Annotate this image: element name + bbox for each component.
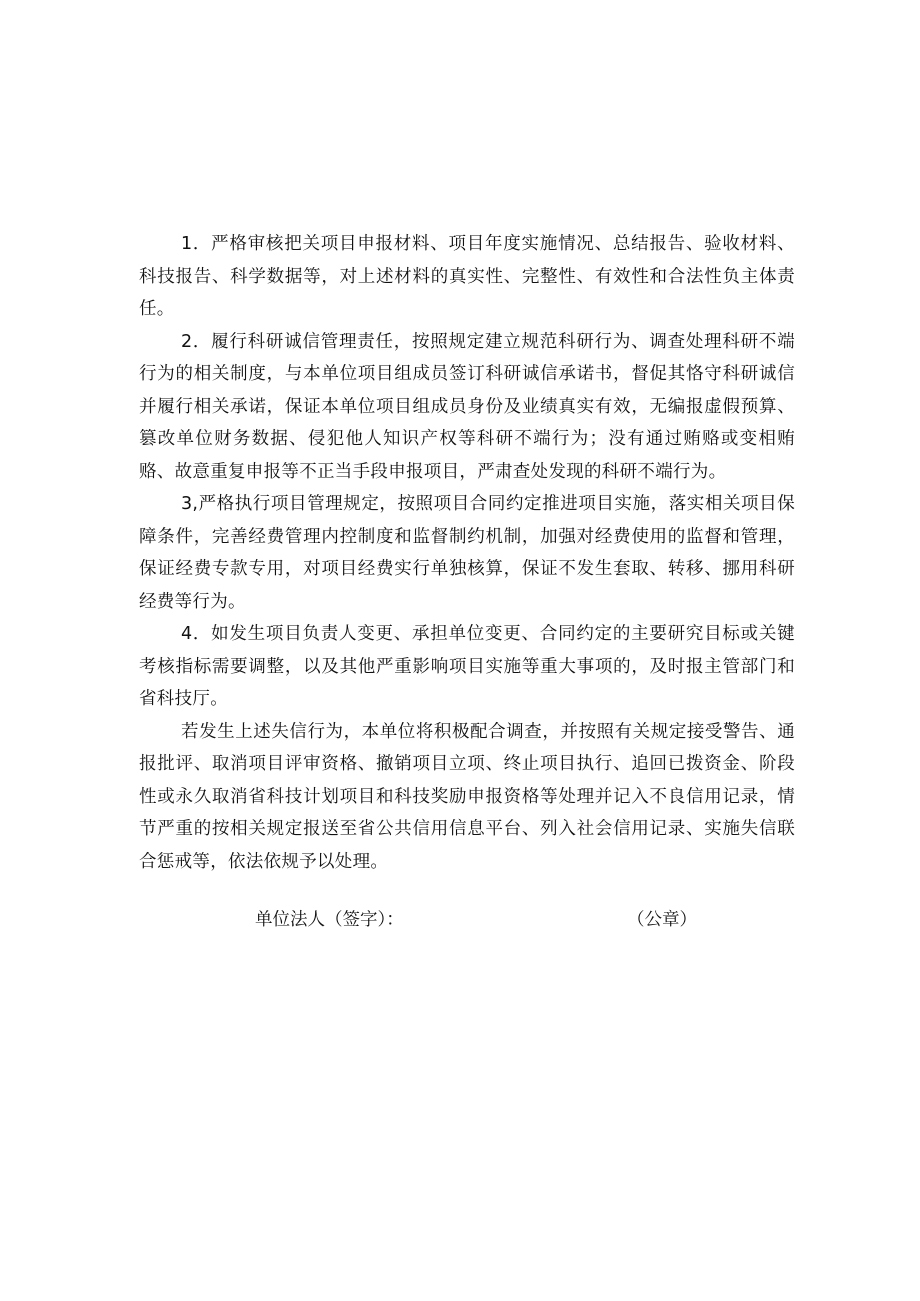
commitment-item-4: 4．如发生项目负责人变更、承担单位变更、合同约定的主要研究目标或关键考核指标需要调整，以及其他严重影响项目实施等重大事项的，及时报主管部门和省科技厅。 xyxy=(139,624,795,709)
signature-row xyxy=(0,904,920,936)
commitment-item-2: 2．履行科研诚信管理责任，按照规定建立规范科研行为、调查处理科研不端行为的相关制度，与本单位项目组成员签订科研诚信承诺书，督促其恪守科研诚信并履行相关承诺，保证本单位项目组成员身份及业绩真实有效，无编报虚假预算、篡改单位财务数据、侵犯他人知识产权等科研不端行为；没有通过贿赂或变相贿赂、故意重复申报等不正当手段申报项目，严肃查处发现的科研不端行为。 xyxy=(139,331,795,482)
legal-representative-signature-label: 单位法人（签字）： xyxy=(255,910,404,930)
commitment-item-1: 1．严格审核把关项目申报材料、项目年度实施情况、总结报告、验收材料、科技报告、科学数据等，对上述材料的真实性、完整性、有效性和合法性负主体责任。 xyxy=(139,234,795,319)
violation-consequences: 若发生上述失信行为，本单位将积极配合调查，并按照有关规定接受警告、通报批评、取消项目评审资格、撤销项目立项、终止项目执行、追回已拨资金、阶段性或永久取消省科技计划项目和科技奖励申报资格等处理并记入不良信用记录，情节严重的按相关规定报送至省公共信用信息平台、列入社会信用记录、实施失信联合惩戒等，依法依规予以处理。 xyxy=(139,721,795,872)
commitment-body xyxy=(139,228,795,878)
commitment-item-3: 3,严格执行项目管理规定，按照项目合同约定推进项目实施，落实相关项目保障条件，完善经费管理内控制度和监督制约机制，加强对经费使用的监督和管理，保证经费专款专用，对项目经费实行单独核算，保证不发生套取、转移、挪用科研经费等行为。 xyxy=(139,494,795,612)
official-seal-label: （公章） xyxy=(627,910,697,930)
